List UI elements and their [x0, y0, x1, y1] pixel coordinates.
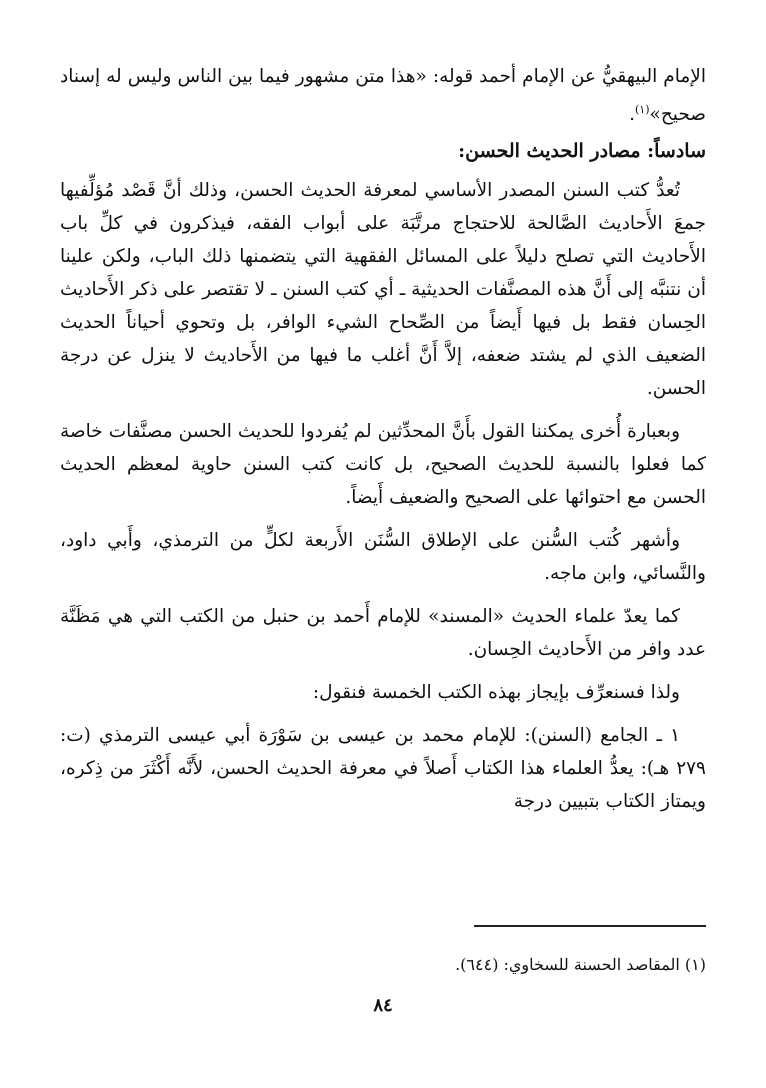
- paragraph-end: .: [629, 104, 635, 126]
- footnote-reference: (١): [634, 103, 650, 116]
- page-number: ٨٤: [373, 995, 393, 1016]
- paragraph-other-words: وبعبارة أُخرى يمكننا القول بأَنَّ المحدِّثين لم يُفردوا للحديث الحسن مصنَّفات خاصة كما فعلوا بالنسبة للحديث الصحيح، بل كانت كتب السنن حاوية لمعظم الحديث الحسن مع احتوائها على الصحيح والضعيف أَيضاً.: [60, 421, 706, 509]
- paragraph-text: الإمام البيهقيُّ عن الإمام أحمد قوله: «هذا متن مشهور فيما بين الناس وليس له إسناد صحيح»: [60, 66, 706, 126]
- section-heading: سادساً: مصادر الحديث الحسن:: [458, 140, 706, 163]
- paragraph-introduction: ولذا فسنعرِّف بإيجاز بهذه الكتب الخمسة فنقول:: [312, 682, 680, 704]
- paragraph-tirmidhi: ١ ـ الجامع (السنن): للإمام محمد بن عيسى بن سَوْرَة أبي عيسى الترمذي (ت: ٢٧٩ هـ): يعدُّ العلماء هذا الكتاب أَصلاً في معرفة الحديث الحسن، لأَنَّه أَكْثَرَ من ذِكره، ويمتاز الكتاب بتبيين درجة: [60, 725, 706, 813]
- paragraph-sunan-sources: تُعدُّ كتب السنن المصدر الأساسي لمعرفة الحديث الحسن، وذلك أنَّ قَصْد مُؤلِّفيها جمعَ الأَحاديث الصَّالحة للاحتجاج مرتَّبَة على أبواب الفقه، فيذكرون في كلِّ باب الأَحاديث التي تصلح دليلاً على المسائل الفقهية التي يتضمنها ذلك الباب، ولكن علينا أن نتنبَّه إلى أَنَّ هذه المصنَّفات الحديثية ـ أي كتب السنن ـ لا تقتصر على ذكر الأَحاديث الحِسان فقط بل فيها أَيضاً من الصِّحاح الشيء الوافر، بل وتحوي أحياناً الحديث الضعيف الذي لم يشتد ضعفه، إلاَّ أَنَّ أغلب ما فيها من الأَحاديث لا ينزل عن درجة الحسن.: [60, 180, 706, 400]
- footnote: (١) المقاصد الحسنة للسخاوي: (٦٤٤).: [455, 955, 706, 974]
- footnote-divider: [474, 925, 706, 927]
- page-body: [60, 60, 706, 818]
- paragraph-four-sunan: وأشهر كُتب السُّنن على الإطلاق السُّنَن الأَربعة لكلٍّ من الترمذي، وأَبي داود، والنَّسائي، وابن ماجه.: [60, 530, 706, 585]
- paragraph-continuation: [60, 60, 706, 131]
- paragraph-musnad: كما يعدّ علماء الحديث «المسند» للإمام أَحمد بن حنبل من الكتب التي هي مَظَنَّة عدد وافر من الأَحاديث الحِسان.: [60, 606, 706, 661]
